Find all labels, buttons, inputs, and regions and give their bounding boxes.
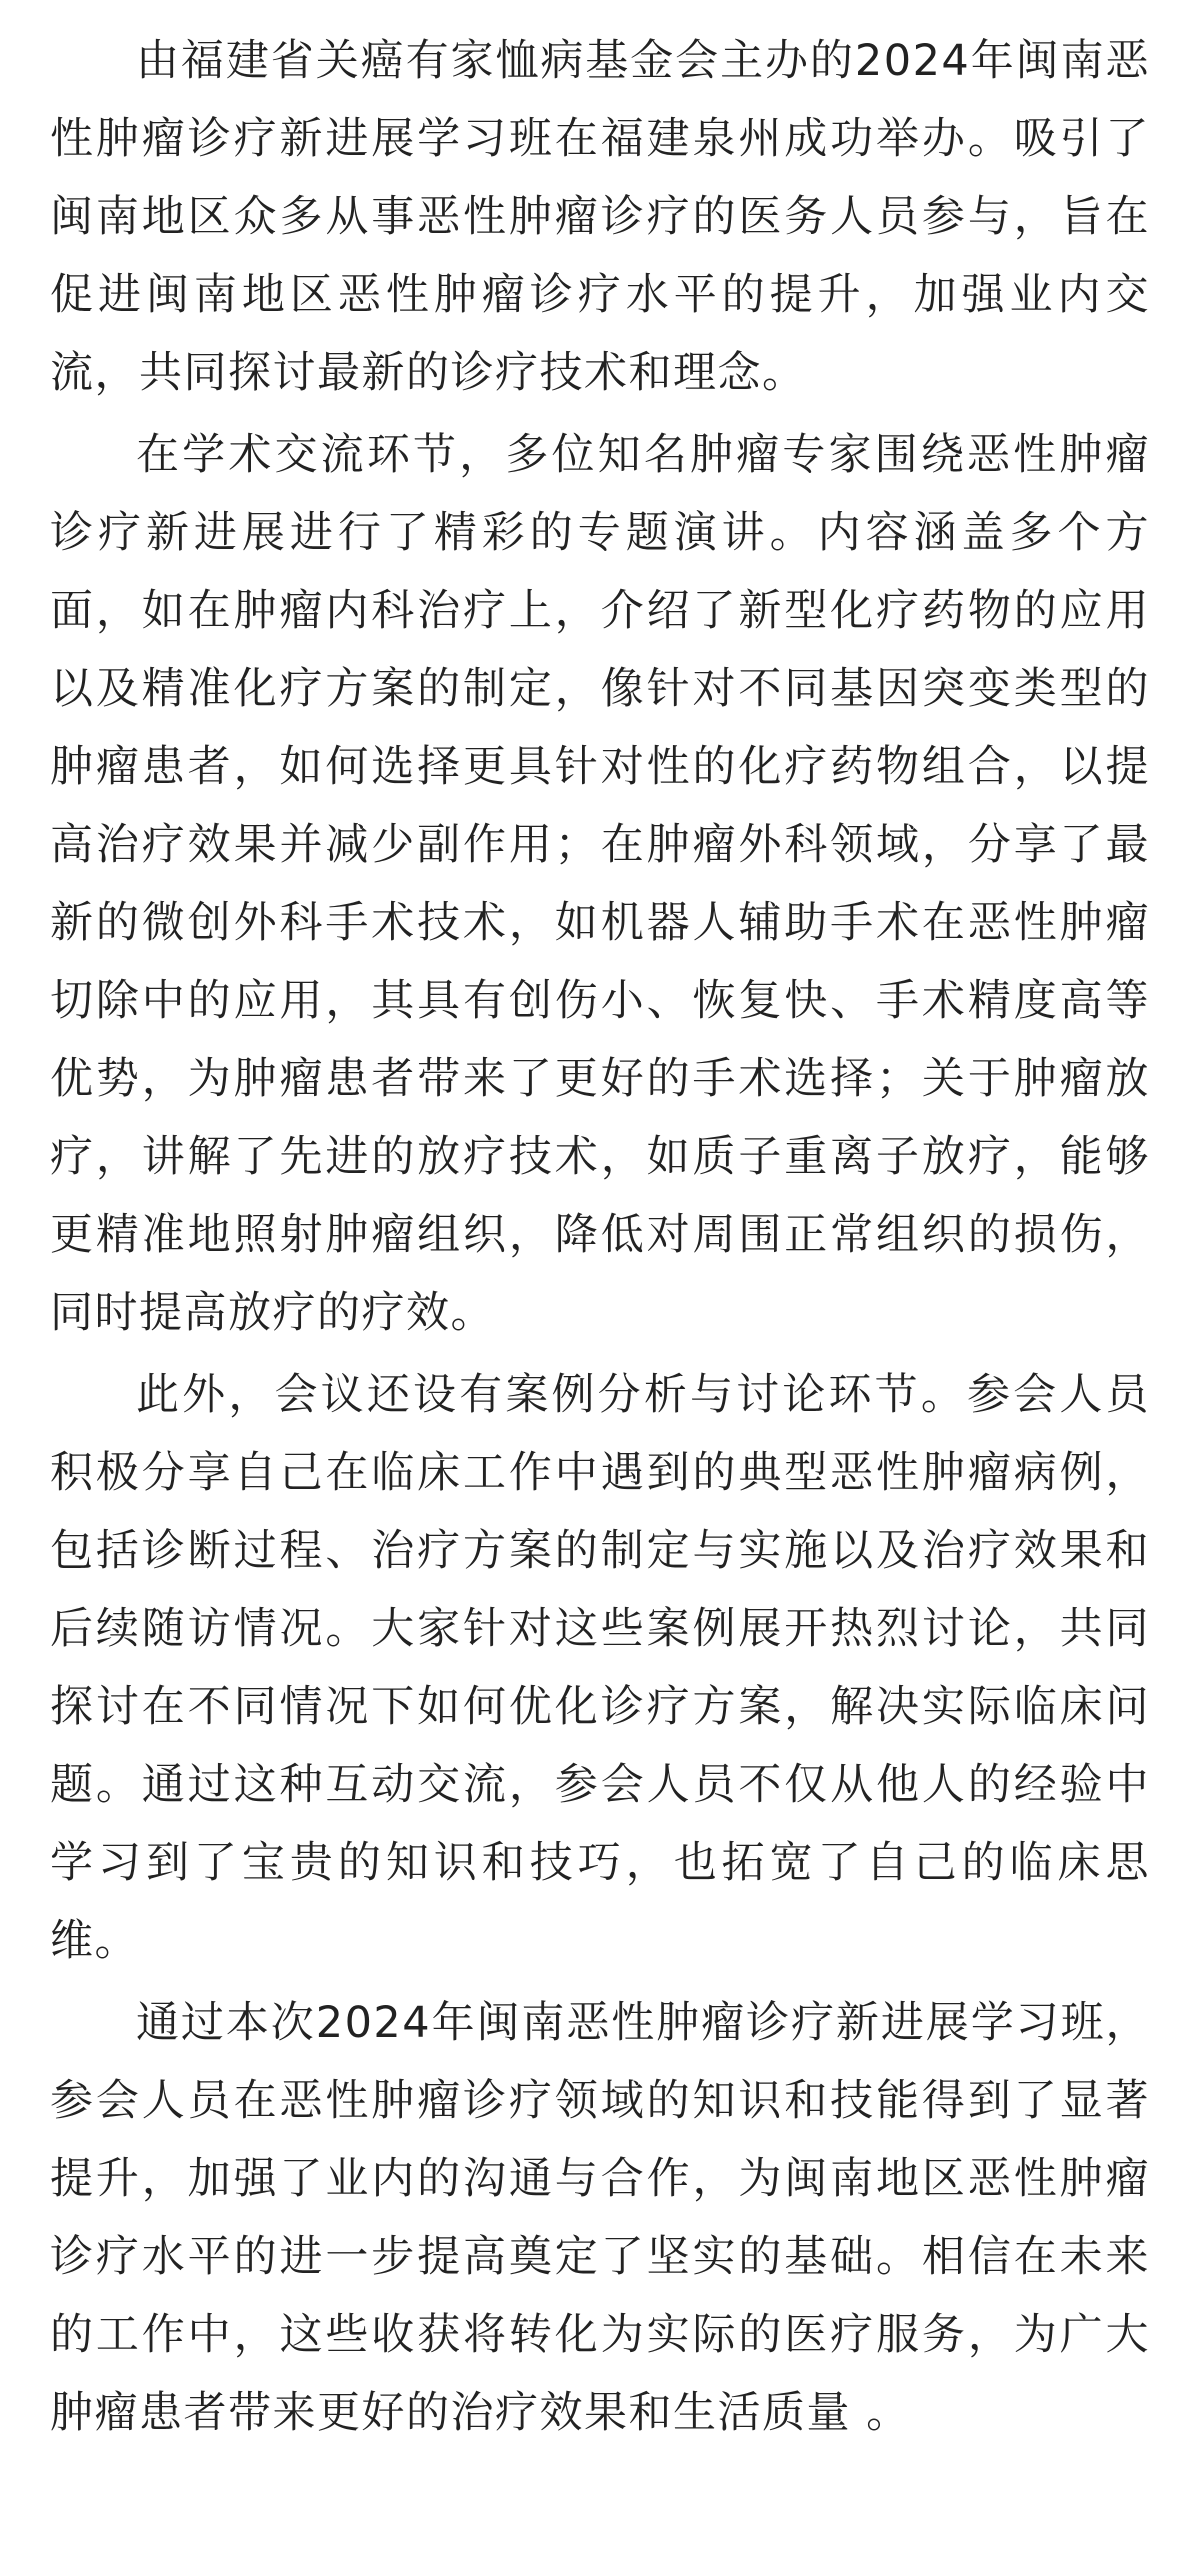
article-body (50, 22, 1150, 2452)
paragraph-case-discussion: 此外，会议还设有案例分析与讨论环节。参会人员积极分享自己在临床工作中遇到的典型恶性肿瘤病例，包括诊断过程、治疗方案的制定与实施以及治疗效果和后续随访情况。大家针对这些案例展开热烈讨论，共同探讨在不同情况下如何优化诊疗方案，解决实际临床问题。通过这种互动交流，参会人员不仅从他人的经验中学习到了宝贵的知识和技巧，也拓宽了自己的临床思维。 (50, 1370, 1150, 1966)
paragraph-intro: 由福建省关癌有家恤病基金会主办的2024年闽南恶性肿瘤诊疗新进展学习班在福建泉州成功举办。吸引了闽南地区众多从事恶性肿瘤诊疗的医务人员参与，旨在促进闽南地区恶性肿瘤诊疗水平的提升，加强业内交流，共同探讨最新的诊疗技术和理念。 (50, 36, 1150, 398)
paragraph-academic-exchange: 在学术交流环节，多位知名肿瘤专家围绕恶性肿瘤诊疗新进展进行了精彩的专题演讲。内容涵盖多个方面，如在肿瘤内科治疗上，介绍了新型化疗药物的应用以及精准化疗方案的制定，像针对不同基因突变类型的肿瘤患者，如何选择更具针对性的化疗药物组合，以提高治疗效果并减少副作用；在肿瘤外科领域，分享了最新的微创外科手术技术，如机器人辅助手术在恶性肿瘤切除中的应用，其具有创伤小、恢复快、手术精度高等优势，为肿瘤患者带来了更好的手术选择；关于肿瘤放疗，讲解了先进的放疗技术，如质子重离子放疗，能够更精准地照射肿瘤组织，降低对周围正常组织的损伤，同时提高放疗的疗效。 (50, 430, 1150, 1338)
paragraph-conclusion: 通过本次2024年闽南恶性肿瘤诊疗新进展学习班，参会人员在恶性肿瘤诊疗领域的知识和技能得到了显著提升，加强了业内的沟通与合作，为闽南地区恶性肿瘤诊疗水平的进一步提高奠定了坚实的基础。相信在未来的工作中，这些收获将转化为实际的医疗服务，为广大肿瘤患者带来更好的治疗效果和生活质量 。 (50, 1998, 1150, 2438)
